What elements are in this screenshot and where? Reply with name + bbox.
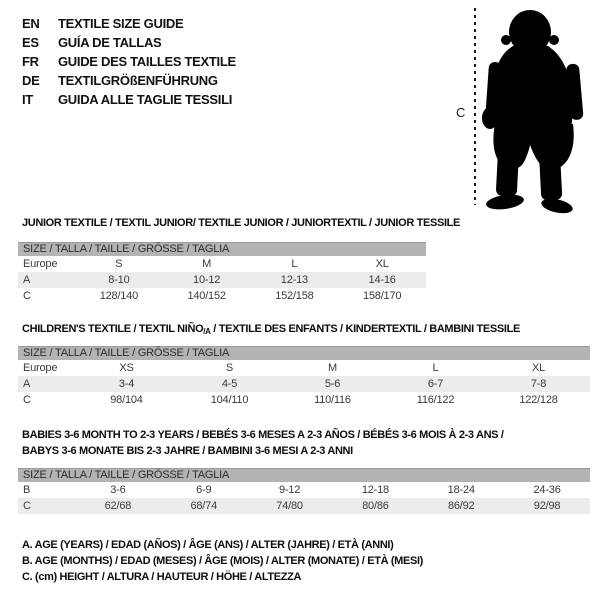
table-cell: S — [225, 362, 234, 374]
table-row-age-months — [18, 482, 590, 498]
babies-title-line1: BABIES 3-6 MONTH TO 2-3 YEARS / BEBÉS 3-6 MESES A 2-3 AÑOS / BÉBÉS 3-6 MOIS À 2-3 ANS / — [22, 429, 504, 441]
language-label: TEXTILE SIZE GUIDE — [58, 16, 184, 31]
children-section-title: CHILDREN'S TEXTILE / TEXTIL NIÑO/A / TEXTILE DES ENFANTS / KINDERTEXTIL / BAMBINI TESSILE — [22, 323, 520, 336]
table-cell: XL — [531, 362, 546, 374]
table-cell: 6-9 — [196, 484, 212, 496]
row-label: B — [23, 484, 31, 496]
language-code: ES — [22, 35, 39, 50]
table-cell: 62/68 — [104, 500, 132, 512]
table-cell: S — [115, 258, 123, 270]
table-cell: 104/110 — [210, 394, 249, 406]
table-row-height — [18, 392, 590, 408]
table-cell: L — [291, 258, 298, 270]
table-cell: XS — [119, 362, 134, 374]
row-label: A — [23, 274, 31, 286]
table-cell: 14-16 — [368, 274, 396, 286]
table-cell: 158/170 — [362, 290, 402, 302]
table-cell: 24-36 — [533, 484, 561, 496]
table-cell: 152/158 — [275, 290, 314, 302]
table-cell: 12-18 — [361, 484, 389, 496]
size-header-row: SIZE / TALLA / TAILLE / GRÖSSE / TAGLIA — [18, 242, 426, 256]
table-cell: 68/74 — [190, 500, 217, 512]
note-b: B. AGE (MONTHS) / EDAD (MESES) / ÂGE (MOIS) / ALTER (MONATE) / ETÀ (MESI) — [22, 555, 423, 567]
table-cell: 92/98 — [533, 500, 561, 512]
table-cell: 10-12 — [193, 274, 221, 286]
babies-size-table — [18, 468, 590, 514]
table-cell: XL — [375, 258, 389, 270]
size-header-row: SIZE / TALLA / TAILLE / GRÖSSE / TAGLIA — [18, 346, 590, 360]
baby-silhouette-icon — [482, 10, 584, 216]
table-cell: 6-7 — [427, 378, 444, 390]
language-label: TEXTILGRÖßENFÜHRUNG — [58, 73, 218, 88]
language-row-de — [22, 71, 236, 90]
table-row-age — [18, 376, 590, 392]
row-label: C — [23, 290, 31, 302]
language-code: EN — [22, 16, 40, 31]
table-cell: 3-4 — [118, 378, 135, 390]
table-cell: L — [432, 362, 439, 374]
table-cell: 12-13 — [280, 274, 308, 286]
language-label: GUÍA DE TALLAS — [58, 35, 162, 50]
row-label: C — [23, 394, 31, 406]
table-cell: 128/140 — [99, 290, 139, 302]
table-cell: 8-10 — [108, 274, 130, 286]
language-row-es — [22, 33, 236, 52]
title-subscript: /A — [203, 327, 211, 336]
table-cell: 4-5 — [221, 378, 238, 390]
table-row-age — [18, 272, 426, 288]
language-code: DE — [22, 73, 40, 88]
language-row-en — [22, 14, 236, 33]
babies-section-title — [22, 427, 504, 459]
size-figure — [445, 2, 595, 218]
row-label: C — [23, 500, 31, 512]
row-label: Europe — [23, 258, 58, 270]
table-cell: 110/116 — [314, 394, 351, 406]
language-row-it — [22, 90, 236, 109]
table-row-europe — [18, 256, 426, 272]
table-row-height — [18, 498, 590, 514]
junior-size-table — [18, 242, 426, 304]
legend-notes — [22, 537, 423, 585]
note-c: C. (cm) HEIGHT / ALTURA / HAUTEUR / HÖHE / ALTEZZA — [22, 571, 302, 583]
table-cell: M — [328, 362, 337, 374]
row-label: Europe — [23, 362, 58, 374]
table-cell: M — [202, 258, 212, 270]
table-cell: 98/104 — [110, 394, 143, 406]
table-cell: 7-8 — [530, 378, 547, 390]
measure-label-c: C — [456, 105, 466, 120]
table-cell: 3-6 — [110, 484, 126, 496]
table-cell: 86/92 — [447, 500, 475, 512]
table-cell: 80/86 — [362, 500, 389, 512]
language-list — [22, 14, 236, 109]
table-cell: 122/128 — [519, 394, 558, 406]
language-label: GUIDA ALLE TAGLIE TESSILI — [58, 92, 233, 107]
table-cell: 140/152 — [187, 290, 226, 302]
table-cell: 74/80 — [276, 500, 303, 512]
table-cell: 9-12 — [278, 484, 301, 496]
children-size-table — [18, 346, 590, 408]
table-row-europe — [18, 360, 590, 376]
language-label: GUIDE DES TAILLES TEXTILE — [58, 54, 236, 69]
language-code: IT — [22, 92, 33, 107]
babies-title-line2: BABYS 3-6 MONATE BIS 2-3 JAHRE / BAMBINI 3-6 MESI A 2-3 ANNI — [22, 445, 353, 457]
table-cell: 18-24 — [447, 484, 475, 496]
language-code: FR — [22, 54, 39, 69]
row-label: A — [23, 378, 31, 390]
table-cell: 116/122 — [416, 394, 455, 406]
table-cell: 5-6 — [324, 378, 341, 390]
note-a: A. AGE (YEARS) / EDAD (AÑOS) / ÂGE (ANS) / ALTER (JAHRE) / ETÀ (ANNI) — [22, 539, 394, 551]
language-row-fr — [22, 52, 236, 71]
junior-section-title: JUNIOR TEXTILE / TEXTIL JUNIOR/ TEXTILE JUNIOR / JUNIORTEXTIL / JUNIOR TESSILE — [22, 217, 461, 229]
table-row-height — [18, 288, 426, 304]
size-header-row: SIZE / TALLA / TAILLE / GRÖSSE / TAGLIA — [18, 468, 590, 482]
